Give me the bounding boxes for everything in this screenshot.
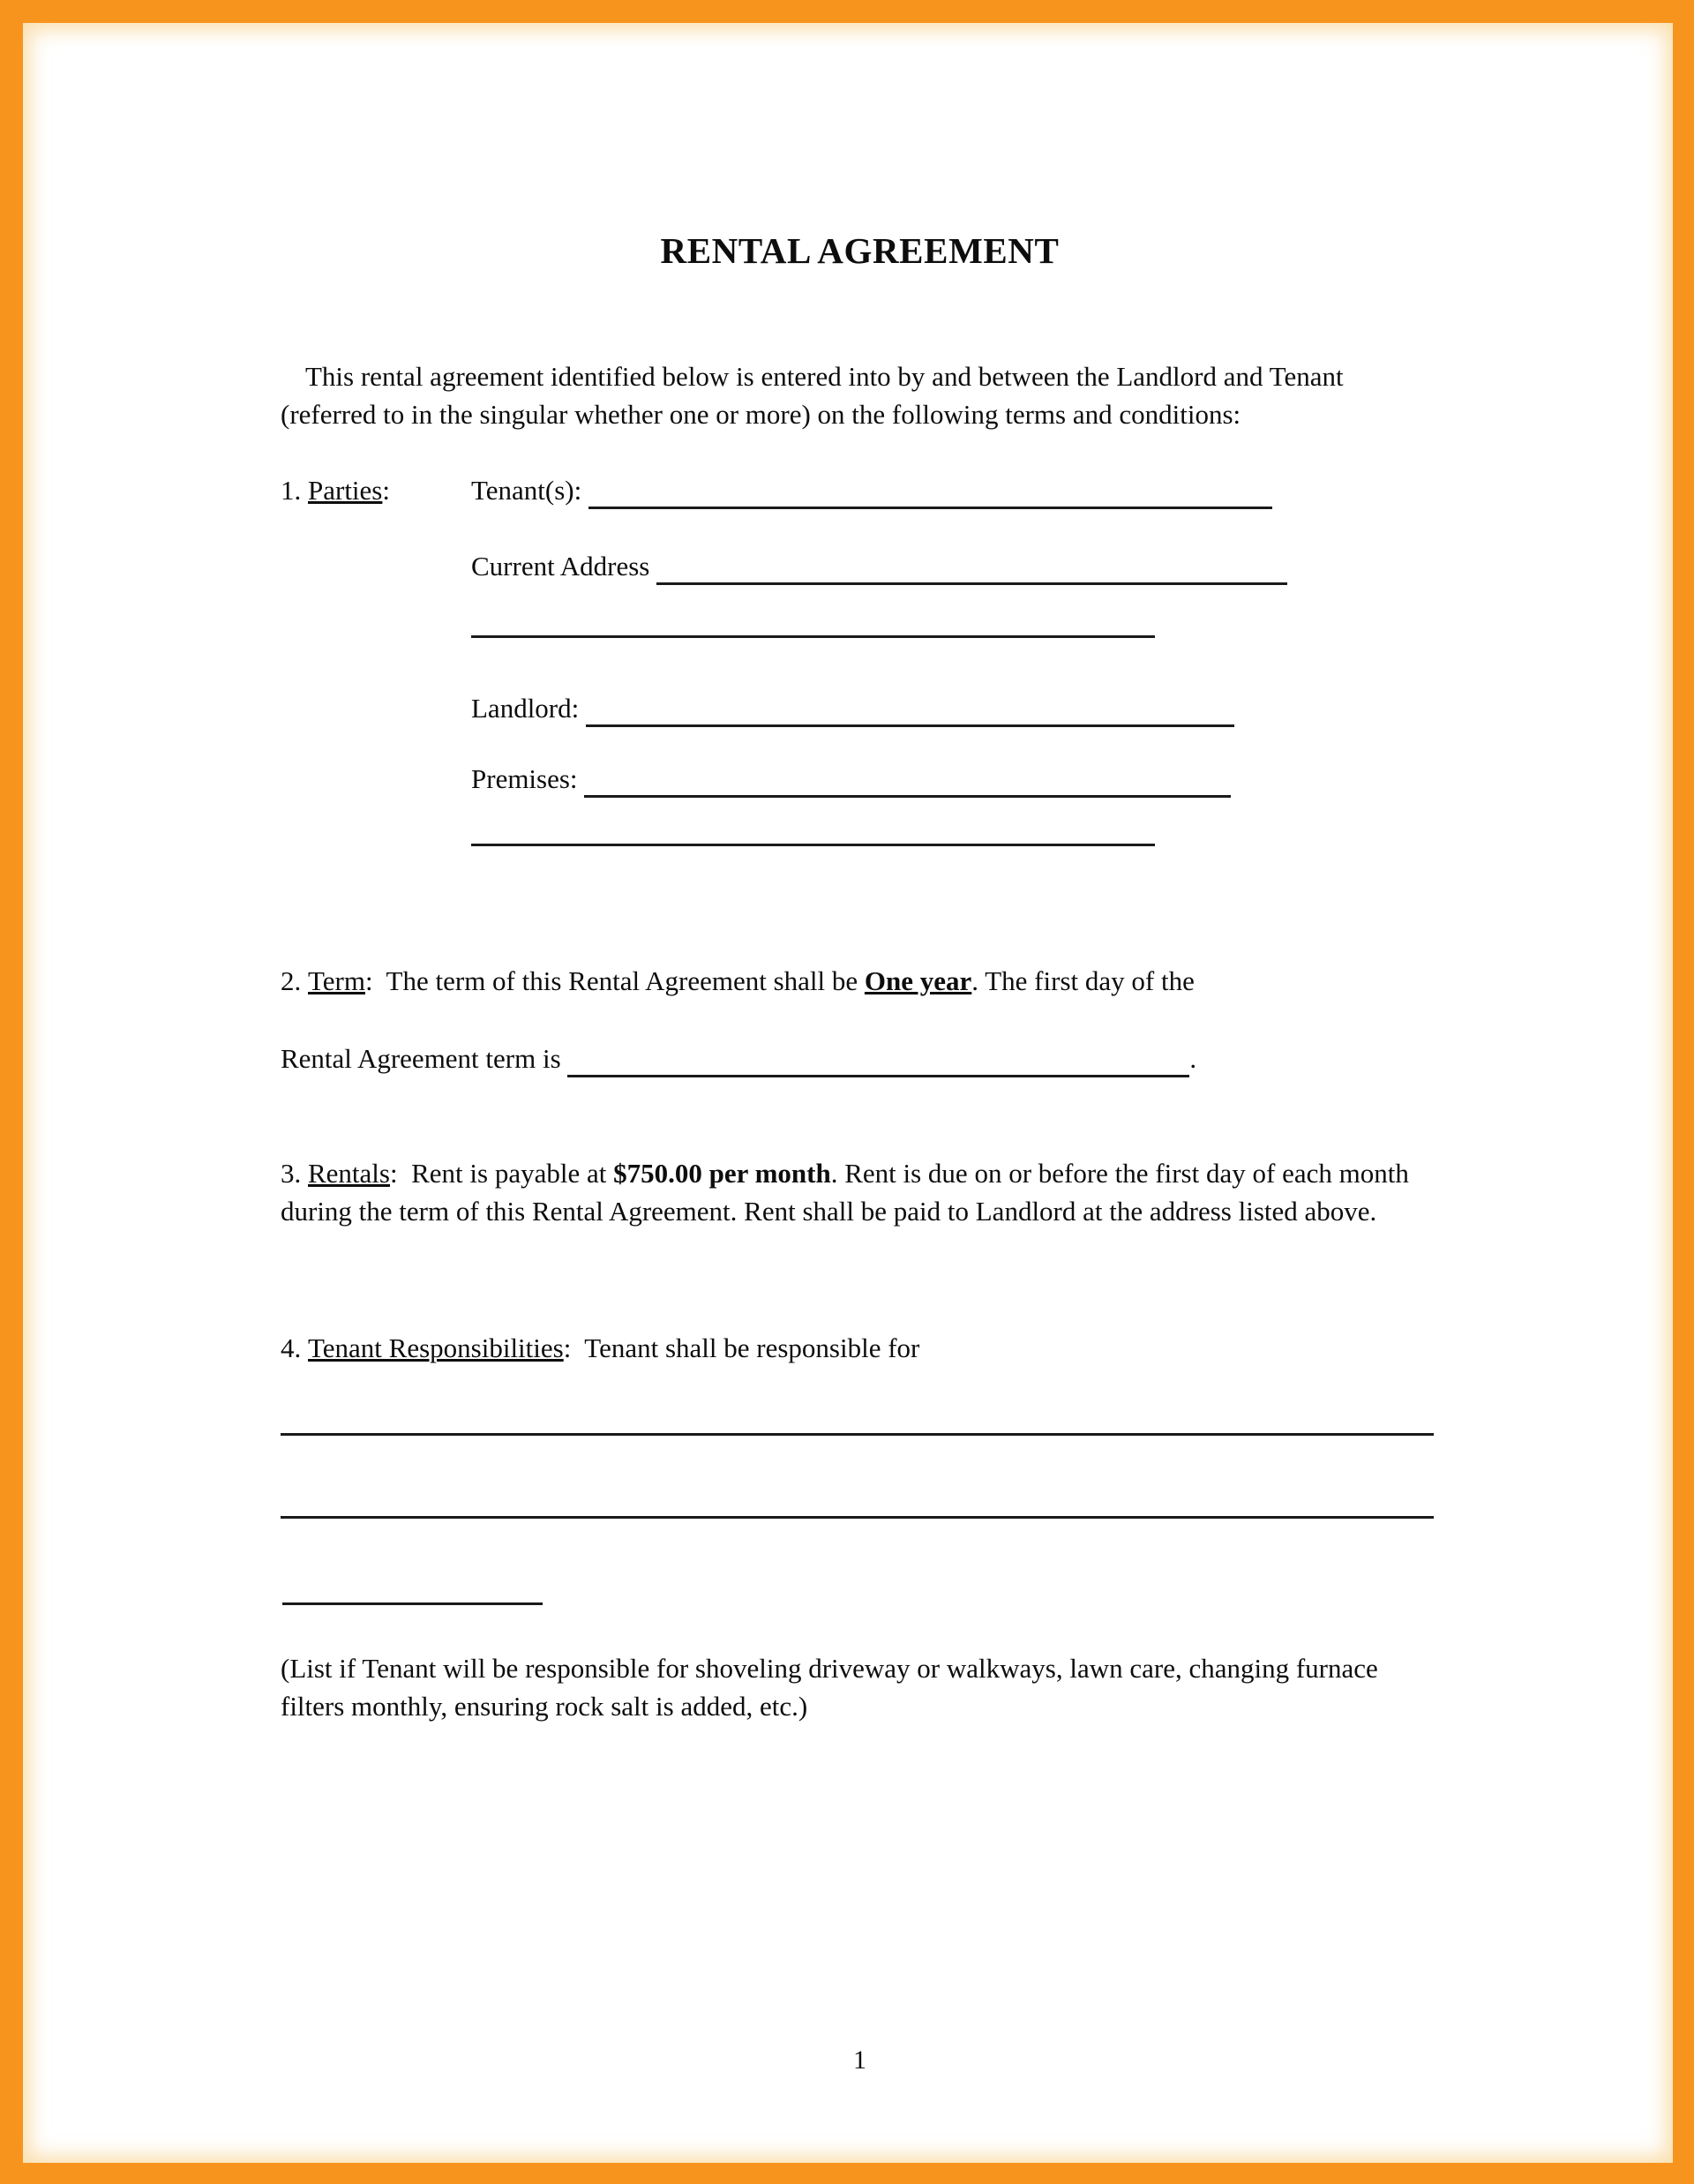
clause-2-heading: Term bbox=[308, 965, 365, 996]
clause-2-text-after: . The first day of the bbox=[971, 965, 1195, 996]
term-start-terminator: . bbox=[1189, 1043, 1197, 1074]
premises-field-line2[interactable] bbox=[471, 844, 1155, 846]
clause-4-heading: Tenant Responsibilities bbox=[308, 1332, 564, 1363]
clause-3-rentals bbox=[281, 1154, 1439, 1230]
premises-field[interactable] bbox=[584, 769, 1231, 798]
document-sheet bbox=[23, 23, 1673, 2163]
responsibilities-blank-line-2[interactable] bbox=[281, 1516, 1434, 1519]
clause-4-colon: : bbox=[563, 1332, 572, 1363]
clause-3-text-after: . Rent is due on or before the first day of each month during the term of this Rental Agreement. Rent shall be paid to Landlord at the address listed above. bbox=[281, 1158, 1409, 1227]
term-start-date-field[interactable] bbox=[567, 1048, 1189, 1077]
page-number: 1 bbox=[853, 2045, 866, 2075]
clause-2-colon: : bbox=[364, 965, 373, 996]
responsibilities-blank-line-1[interactable] bbox=[281, 1433, 1434, 1436]
clause-1-colon: : bbox=[382, 475, 390, 506]
field-row-premises bbox=[471, 760, 1231, 798]
clause-2-number: 2. bbox=[281, 965, 302, 996]
term-start-label: Rental Agreement term is bbox=[281, 1043, 561, 1074]
field-row-tenants bbox=[471, 471, 1272, 509]
clause-4-tenant-responsibilities bbox=[281, 1329, 1439, 1367]
clause-3-number: 3. bbox=[281, 1158, 302, 1189]
current-address-field-line2[interactable] bbox=[471, 635, 1155, 638]
clause-1-number: 1. bbox=[281, 475, 302, 506]
premises-label: Premises: bbox=[471, 763, 578, 794]
landlord-label: Landlord: bbox=[471, 693, 580, 724]
clause-2-term bbox=[281, 962, 1439, 1000]
responsibilities-note: (List if Tenant will be responsible for shoveling driveway or walkways, lawn care, changing furnace filters monthly, ensuring rock salt is added, etc.) bbox=[281, 1653, 1378, 1722]
current-address-label: Current Address bbox=[471, 551, 650, 582]
page-title: RENTAL AGREEMENT bbox=[660, 230, 1060, 271]
rent-amount-emphasis: $750.00 per month bbox=[613, 1158, 831, 1189]
clause-2-term-length: One year bbox=[864, 965, 972, 996]
clause-4-text-after: Tenant shall be responsible for bbox=[584, 1332, 920, 1363]
clause-2-text-before: The term of this Rental Agreement shall be bbox=[386, 965, 865, 996]
tenants-label: Tenant(s): bbox=[471, 475, 582, 506]
current-address-field[interactable] bbox=[656, 556, 1287, 585]
landlord-field[interactable] bbox=[586, 698, 1234, 727]
responsibilities-short-rule bbox=[282, 1602, 543, 1605]
intro-paragraph: This rental agreement identified below is entered into by and between the Landlord and Tenant (referred to in the singular whether one or more) on the following terms and conditions: bbox=[281, 361, 1344, 430]
tenant-names-field[interactable] bbox=[588, 480, 1272, 509]
clause-3-colon: : bbox=[390, 1158, 398, 1189]
field-row-current-address bbox=[471, 547, 1287, 585]
clause-3-heading: Rentals bbox=[308, 1158, 390, 1189]
field-row-landlord bbox=[471, 689, 1234, 727]
document-body bbox=[281, 23, 1439, 2163]
clause-4-number: 4. bbox=[281, 1332, 302, 1363]
clause-3-text-before: Rent is payable at bbox=[411, 1158, 614, 1189]
clause-2-start-date-row bbox=[281, 1039, 1439, 1077]
clause-1-heading: Parties bbox=[308, 475, 383, 506]
